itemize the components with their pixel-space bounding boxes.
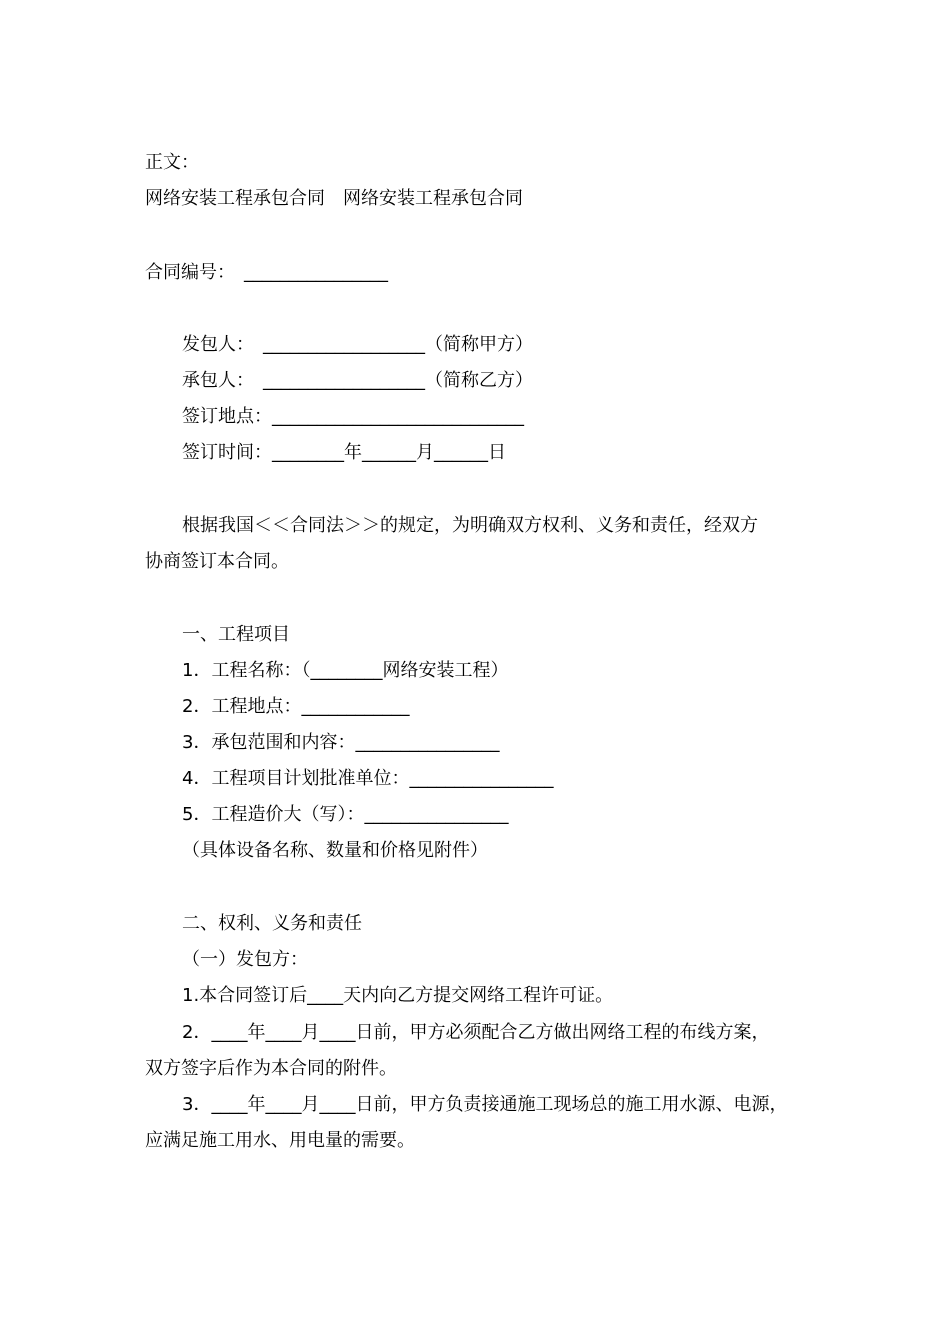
section-1-item: 2．工程地点：____________ <box>182 696 410 717</box>
section-1-item: 1．工程名称：（________网络安装工程） <box>182 660 509 681</box>
signing-place-line: 签订地点：____________________________ <box>182 406 524 427</box>
preamble-line-1: 根据我国＜＜合同法＞＞的规定，为明确双方权利、义务和责任，经双方 <box>182 515 758 536</box>
section-1-heading: 一、工程项目 <box>182 624 290 645</box>
contract-number: 合同编号： ________________ <box>145 262 388 283</box>
employer-line: 发包人： __________________（简称甲方） <box>182 334 533 355</box>
preamble-line-2: 协商签订本合同。 <box>145 551 289 572</box>
contract-title: 网络安装工程承包合同 网络安装工程承包合同 <box>145 188 523 209</box>
section-2-item-2-line-2: 双方签字后作为本合同的附件。 <box>145 1058 397 1079</box>
section-1-note: （具体设备名称、数量和价格见附件） <box>182 840 488 861</box>
section-2-subheading: （一）发包方： <box>182 949 308 970</box>
section-2-item-3-line-2: 应满足施工用水、用电量的需要。 <box>145 1130 415 1151</box>
section-1-item: 5．工程造价大（写）：________________ <box>182 804 509 825</box>
section-2-item-1: 1.本合同签订后____天内向乙方提交网络工程许可证。 <box>182 985 614 1006</box>
contractor-line: 承包人： __________________（简称乙方） <box>182 370 533 391</box>
section-1-item: 3．承包范围和内容：________________ <box>182 732 500 753</box>
signing-time-line: 签订时间：________年______月______日 <box>182 442 506 463</box>
section-2-item-3-line-1: 3．____年____月____日前，甲方负责接通施工现场总的施工用水源、电源， <box>182 1094 788 1115</box>
section-2-item-2-line-1: 2．____年____月____日前，甲方必须配合乙方做出网络工程的布线方案， <box>182 1022 770 1043</box>
section-2-heading: 二、权利、义务和责任 <box>182 913 362 934</box>
section-1-item: 4．工程项目计划批准单位：________________ <box>182 768 554 789</box>
body-label: 正文： <box>145 152 199 173</box>
